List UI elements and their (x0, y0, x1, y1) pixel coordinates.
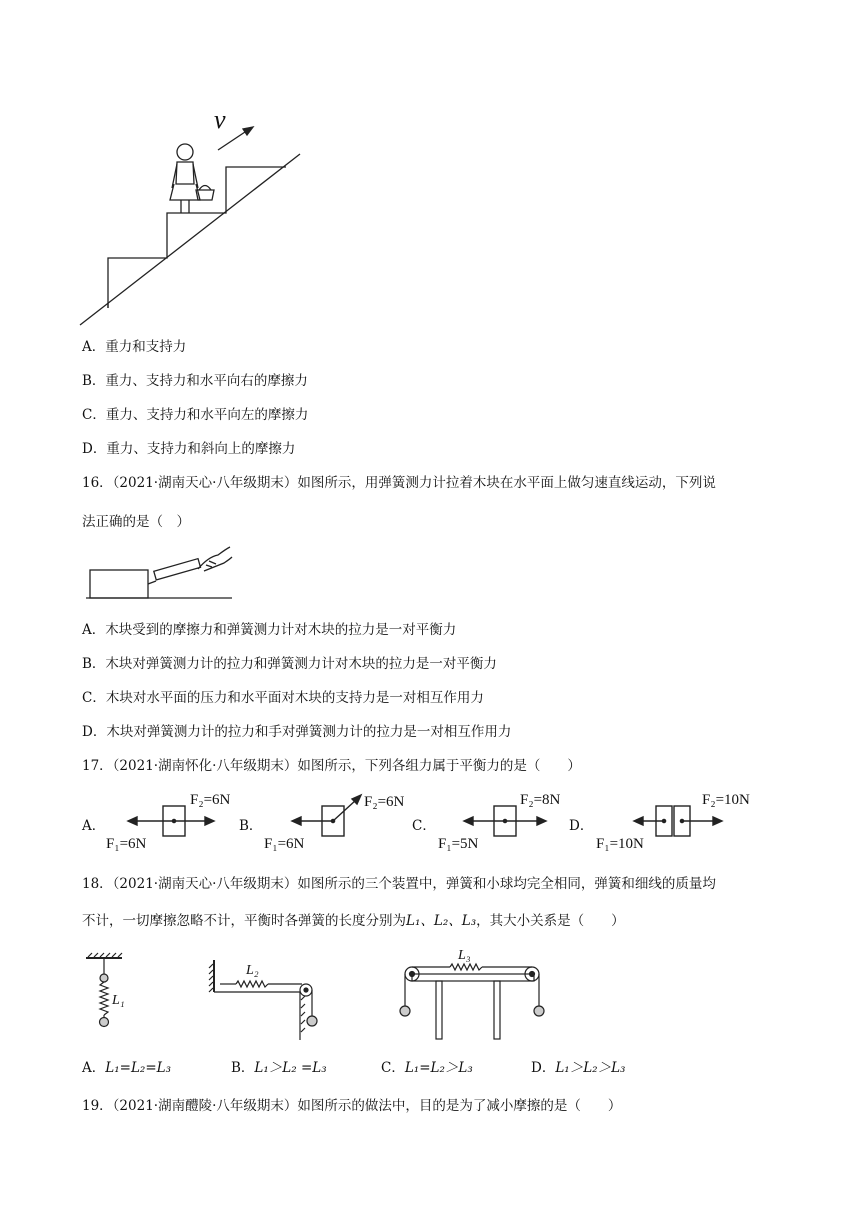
q18-stem-suffix: ，其大小关系是（ ） (476, 913, 625, 929)
q18-option-d[interactable] (531, 1058, 625, 1078)
q17-fig-b (262, 790, 412, 852)
q18-option-c[interactable] (381, 1058, 473, 1078)
q18-l2-label: L₂ (246, 963, 259, 978)
q18-stem-line2 (82, 911, 782, 931)
q18-l1-label: L₁ (112, 993, 125, 1008)
q15-option-c[interactable]: C．重力、支持力和水平向左的摩擦力 (82, 407, 309, 423)
q17-b-f2: F₂=6N (364, 794, 405, 810)
q18-fig-hanging-spring (82, 952, 142, 1042)
q18-fig-table-pulleys (392, 946, 552, 1042)
q17-a-f2: F₂=6N (190, 792, 231, 808)
q18-stem-vars: L₁、L₂、L₃ (406, 913, 477, 929)
q16-option-b[interactable]: B．木块对弹簧测力计的拉力和弹簧测力计对木块的拉力是一对平衡力 (82, 656, 497, 672)
q17-fig-d (594, 790, 764, 852)
q17-c-f1: F₁=5N (438, 836, 479, 852)
q17-c-f2: F₂=8N (520, 792, 561, 808)
q18-option-a[interactable] (82, 1058, 171, 1078)
q18-stem-line1: 18．（2021·湖南天心·八年级期末）如图所示的三个装置中，弹簧和小球均完全相同，弹簧和细线的质量均 (82, 876, 716, 892)
q17-option-c-letter[interactable]: C． (412, 818, 436, 834)
escalator-figure (78, 100, 310, 332)
q17-option-b-letter[interactable]: B． (239, 818, 263, 834)
q18-stem-prefix: 不计，一切摩擦忽略不计，平衡时各弹簧的长度分别为 (82, 913, 406, 929)
q16-option-c[interactable]: C．木块对水平面的压力和水平面对木块的支持力是一对相互作用力 (82, 690, 484, 706)
q18-option-a-expr: L₁=L₂=L₃ (105, 1060, 172, 1076)
q18-option-c-letter: C． (381, 1060, 405, 1076)
q17-fig-a (104, 790, 231, 852)
q16-option-d[interactable]: D．木块对弹簧测力计的拉力和手对弹簧测力计的拉力是一对相互作用力 (82, 724, 512, 740)
q17-d-f2: F₂=10N (702, 792, 750, 808)
velocity-label: v (214, 105, 226, 134)
q17-b-f1: F₁=6N (264, 836, 305, 852)
q15-option-d[interactable]: D．重力、支持力和斜向上的摩擦力 (82, 441, 296, 457)
q18-fig-horizontal-spring (206, 952, 326, 1042)
q15-option-a[interactable]: A．重力和支持力 (82, 339, 187, 355)
q17-fig-c (436, 790, 576, 852)
q18-option-a-letter: A． (82, 1060, 106, 1076)
q16-stem-line1: 16．（2021·湖南天心·八年级期末）如图所示，用弹簧测力计拉着木块在水平面上做匀速直线运动，下列说 (82, 475, 716, 491)
q17-stem: 17．（2021·湖南怀化·八年级期末）如图所示，下列各组力属于平衡力的是（ ） (82, 758, 581, 774)
q18-l3-label: L₃ (458, 948, 471, 963)
q15-option-b[interactable]: B．重力、支持力和水平向右的摩擦力 (82, 373, 308, 389)
q18-option-b[interactable] (231, 1058, 327, 1078)
q17-a-f1: F₁=6N (106, 836, 147, 852)
q17-option-a-letter[interactable]: A． (82, 818, 106, 834)
q18-option-c-expr: L₁=L₂＞L₃ (404, 1060, 473, 1076)
q17-option-d-letter[interactable]: D． (569, 818, 594, 834)
q18-option-d-letter: D． (531, 1060, 556, 1076)
q16-stem-line2: 法正确的是（ ） (82, 514, 190, 530)
spring-scale-block-figure (86, 543, 236, 601)
q16-option-a[interactable]: A．木块受到的摩擦力和弹簧测力计对木块的拉力是一对平衡力 (82, 622, 457, 638)
q18-option-b-expr: L₁＞L₂ =L₃ (254, 1060, 327, 1076)
q18-option-b-letter: B． (231, 1060, 255, 1076)
q19-stem: 19．（2021·湖南醴陵·八年级期末）如图所示的做法中，目的是为了减小摩擦的是（ ） (82, 1098, 622, 1114)
q18-option-d-expr: L₁＞L₂＞L₃ (555, 1060, 626, 1076)
q17-d-f1: F₁=10N (596, 836, 644, 852)
